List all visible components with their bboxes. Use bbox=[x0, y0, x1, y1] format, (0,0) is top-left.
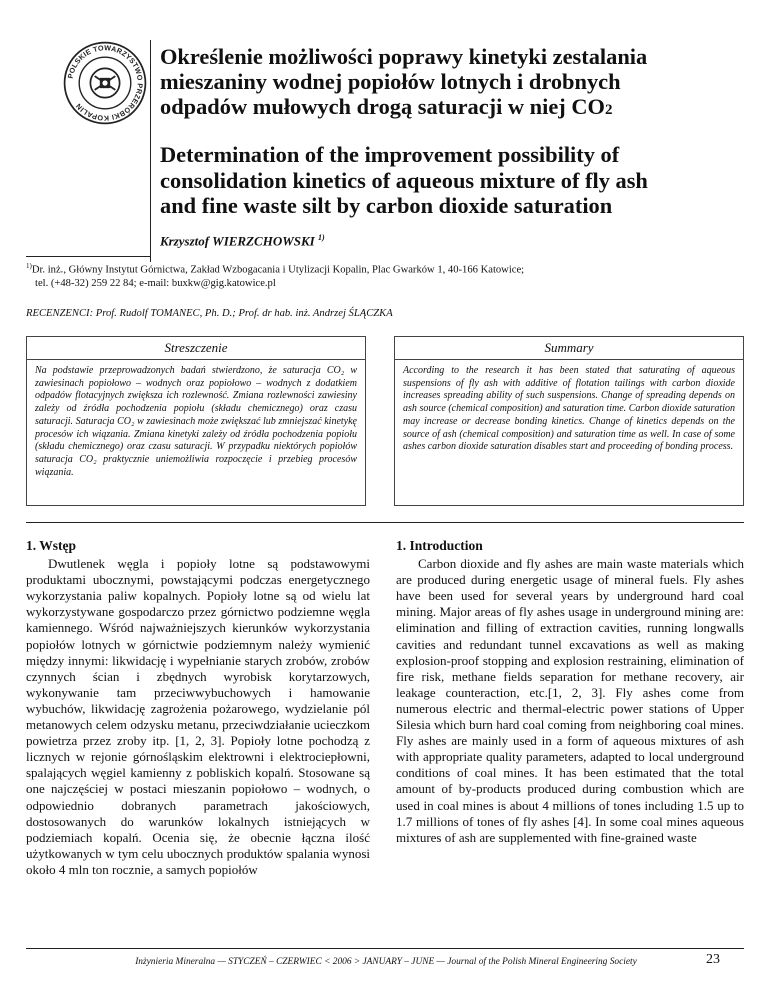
abstract-english-box bbox=[394, 336, 744, 506]
page-number: 23 bbox=[706, 952, 720, 967]
title-en-line-2: consolidation kinetics of aqueous mixture of fly ash bbox=[160, 167, 648, 193]
seal-ring-text: POLSKIE TOWARZYSTWO PRZERÓBKI KOPALIN bbox=[65, 43, 145, 123]
abstract-polish-box bbox=[26, 336, 366, 506]
body-paragraph-polish: Dwutlenek węgla i popioły lotne są podstawowymi produktami ubocznymi, powstającymi podczas energetycznego wykorzystania paliw kopalnych. Popioły lotne są od wielu lat wykorzystywane gospodarczo przez górnictwo podziemne węgla kamiennego. Wśród najważniejszych kierunków wykorzystania popiołów lotnych w górnictwie podziemnym należy wymienić między innymi: likwidację i wypełnianie starych zrobów, zrobów czynnych ścian i zbędnych wyrobisk korytarzowych, wykonywanie tam przeciwwybuchowych i hamowanie wybuchów, likwidację zagrożenia pożarowego, wydzielanie pól metanowych celem odzysku metanu, przeciwdziałanie ucieczkom powietrza przez zroby itp. [1, 2, 3]. Popioły lotne pochodzą z licznych w rejonie górnośląskim elektrowni i elektrociepłowni, spalających węgiel kamienny z pobliskich kopalń. Stosowane są one najczęściej w postaci mieszanin popiołowo – wodnych, o odpowiednio dobranych parametrach jakościowych, dostosowanych do warunków lokalnych istniejących w podziemiach kopalń. Ocenia się, że obecnie łączna ilość użytkowanych w tym celu ubocznych produktów spalania wynosi około 4 mln ton rocznie, a samych popiołów bbox=[26, 556, 370, 877]
title-english bbox=[160, 142, 740, 219]
affiliation bbox=[26, 260, 746, 290]
author bbox=[160, 233, 325, 249]
affiliation-line-1 bbox=[26, 260, 746, 277]
section-separator-rule bbox=[26, 522, 744, 523]
title-vertical-rule bbox=[150, 40, 151, 262]
abstract-english-text: According to the research it has been stated that saturating of aqueous suspensions of fly ash with additive of flotation tailings with carbon dioxide increases spreading ability of such suspensions. Change of spreading depends on ash source (chemical composition) and saturation time. Carbon dioxide saturation may increase or decrease bonding kinetics. Change of kinetics depends on the source of ash (chemical composition) and saturation time as well. In case of some ashes carbon dioxide saturation disables start and proceeding of bonding process. bbox=[403, 365, 735, 453]
title-polish bbox=[160, 44, 720, 123]
journal-footer: Inżynieria Mineralna — STYCZEŃ – CZERWIEC < 2006 > JANUARY – JUNE — Journal of the Polish Mineral Engineering Society bbox=[135, 957, 637, 967]
title-pl-line-1: Określenie możliwości poprawy kinetyki zestalania bbox=[160, 44, 648, 69]
footnote-rule bbox=[26, 256, 151, 257]
title-en-line-1: Determination of the improvement possibility of bbox=[160, 142, 620, 167]
affiliation-text-1: Dr. inż., Główny Instytut Górnictwa, Zakład Wzbogacania i Utylizacji Kopalin, Plac Gwarków 1, 40-166 Katowice; bbox=[31, 264, 525, 276]
society-seal-icon bbox=[62, 40, 148, 126]
section-heading-polish: 1. Wstęp bbox=[26, 538, 77, 553]
affiliation-mark: 1) bbox=[26, 262, 32, 270]
title-en-line-3: and fine waste silt by carbon dioxide saturation bbox=[160, 193, 613, 218]
reviewers: RECENZENCI: Prof. Rudolf TOMANEC, Ph. D.; Prof. dr hab. inż. Andrzej ŚLĄCZKA bbox=[26, 308, 393, 319]
title-pl-line-2: mieszaniny wodnej popiołów lotnych i drobnych bbox=[160, 69, 621, 94]
column-english bbox=[396, 538, 744, 846]
affiliation-line-2: tel. (+48-32) 259 22 84; e-mail: buxkw@gig.katowice.pl bbox=[35, 277, 276, 289]
footer-rule bbox=[26, 948, 744, 949]
column-polish bbox=[26, 538, 370, 878]
abstract-polish-text: Na podstawie przeprowadzonych badań stwierdzono, że saturacja CO₂ w zawiesinach popiołowo – wodnych oraz popiołowo – wodnych z dodatkiem odpadów flotacyjnych zwiększa ich rozlewność. Zmiana rozlewności zawiesiny zależy od źródła pochodzenia popiołu (składu chemicznego) oraz czasu saturacji. Saturacja CO₂ w zawiesinach może zwiększać lub zmniejszać kinetykę procesów ich wiązania. Zmiana kinetyki zależy od źródła pochodzenia popiołu (składu chemicznego) oraz czasu saturacji. W przypadku niektórych popiołów saturacja CO₂ praktycznie uniemożliwia rozpoczęcie i przebieg procesów wiązania. bbox=[35, 365, 357, 478]
abstract-polish-heading: Streszczenie bbox=[27, 337, 365, 360]
author-mark: 1) bbox=[317, 233, 325, 242]
title-pl-subscript: 2 bbox=[604, 102, 613, 118]
title-pl-line-3 bbox=[160, 94, 720, 123]
body-paragraph-english: Carbon dioxide and fly ashes are main waste materials which are produced during energetic usage of mineral fuels. Fly ashes have been used for several years by underground hard coal mining. Major areas of fly ashes usage in underground mining are: elimination and filling of extraction cavities, running longwalls cavities and redundant tunnel excavations as well as making explosion-proof stopping and explosion restraining, elimination of fire risk, methane fields separation for methane recovery, air leakage counteraction, etc.[1, 2, 3]. Fly ashes come from numerous electric and thermal-electric power stations of Upper Silesia which burn hard coal coming from neighboring coal mines. Fly ashes are mainly used in a form of aqueous mixtures of ash with appropriate quality parameters, adapted to local underground conditions of coal mines. It has been estimated that the total amount of by-products produced during combustion which are used in coal mines is about 4 millions of tones including 1.5 up to 1.7 millions of tones of fly ashes [4]. In some coal mines aqueous mixtures of ash are supplemented with fine-grained waste bbox=[396, 556, 744, 845]
title-pl-line-3-text: odpadów mułowych drogą saturacji w niej CO bbox=[160, 94, 605, 119]
author-name: Krzysztof WIERZCHOWSKI bbox=[160, 233, 315, 249]
abstract-english-heading: Summary bbox=[395, 337, 743, 360]
section-heading-english: 1. Introduction bbox=[396, 538, 483, 553]
